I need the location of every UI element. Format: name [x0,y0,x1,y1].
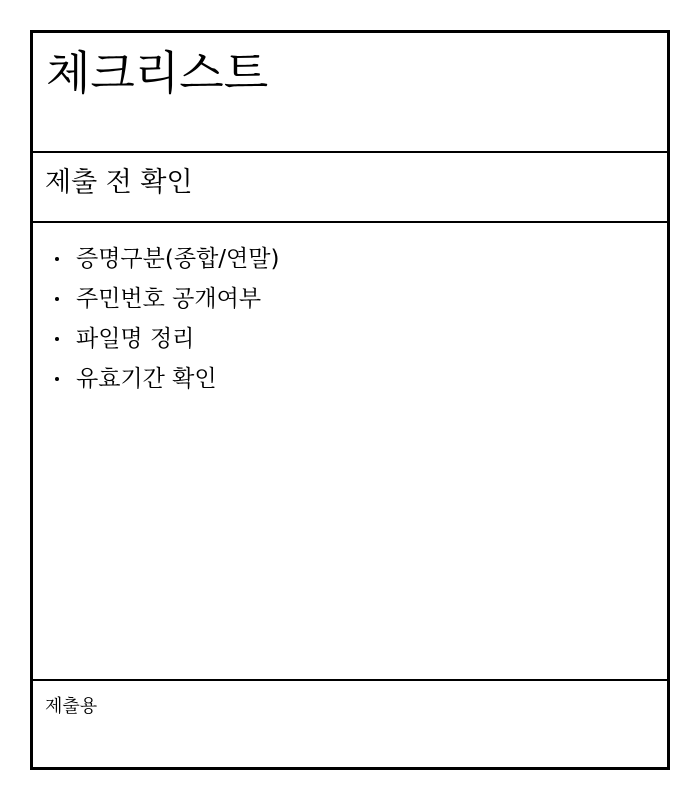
footer-section [33,679,667,767]
checklist [51,239,279,399]
checklist-item: 주민번호 공개여부 [51,279,279,319]
checklist-section [33,223,667,683]
page-subtitle: 제출 전 확인 [45,167,193,198]
checklist-item: 증명구분(종합/연말) [51,239,279,279]
footer-label: 제출용 [45,696,98,717]
checklist-item: 파일명 정리 [51,319,279,359]
title-section [33,33,667,153]
checklist-card [30,30,670,770]
page-title: 체크리스트 [46,46,269,100]
subtitle-section [33,153,667,223]
checklist-item: 유효기간 확인 [51,359,279,399]
